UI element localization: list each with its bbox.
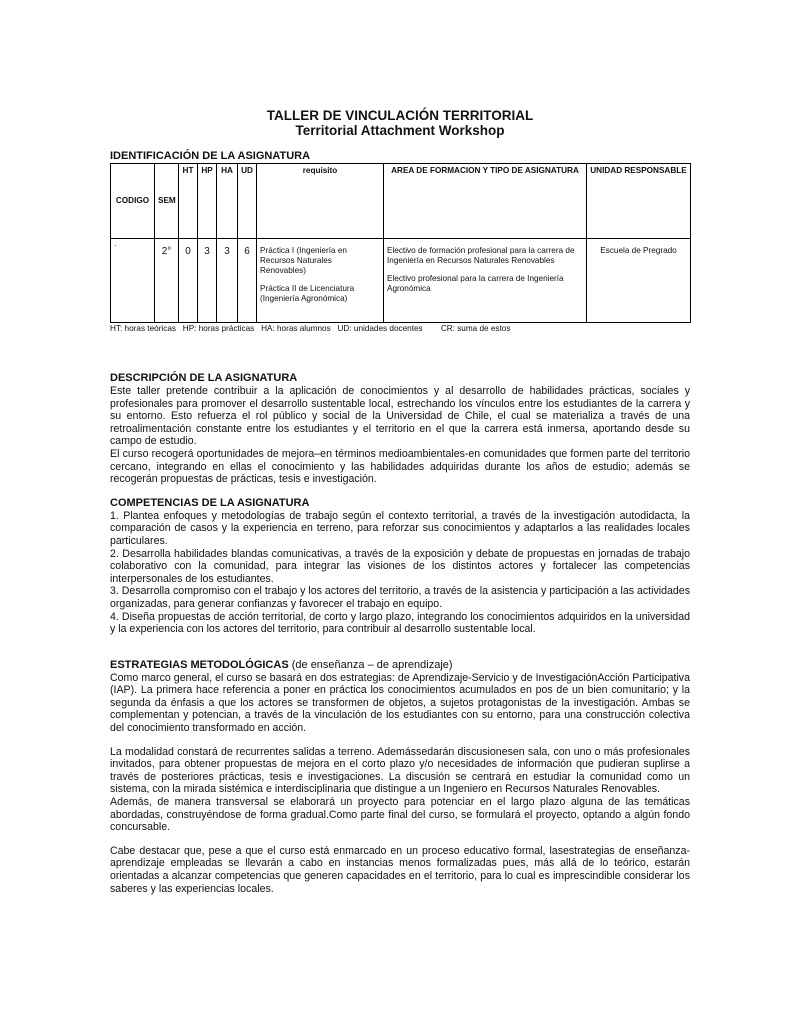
competency-item: 3. Desarrolla compromiso con el trabajo y los actores del territorio, a través de la asistencia y participación a las actividades organizadas, para generar confianzas y favorecer el trabajo en equipo. [110,585,690,610]
description-paragraph-2: El curso recogerá oportunidades de mejora–en términos medioambientales-en comunidades que formen parte del territorio cercano, integrando en ellas el conocimiento y las habilidades adquiridas durante los años de estudio; además se recogerán propuestas de prácticas, tesis e investigación. [110,447,690,486]
description-paragraph-1: Este taller pretende contribuir a la aplicación de conocimientos y al desarrollo de habilidades prácticas, sociales y profesionales para promover el desarrollo sustentable local, estrechando los vínculos entre los estudiantes de la carrera y su entorno. Esto refuerza el rol público y social de la Universidad de Chile, el cual se materializa a través de una retroalimentación constante entre los estudiantes y el territorio en el que la carrera está inmersa, aportando desde su campo de estudio. [110,385,690,448]
cell-requisito [257,239,384,323]
table-legend: HT: horas teóricas HP: horas prácticas HA: horas alumnos UD: unidades docentes CR: suma de estos [110,324,511,333]
identification-table [110,163,691,323]
table-header-row [111,164,691,239]
competency-item: 2. Desarrolla habilidades blandas comunicativas, a través de la exposición y debate de propuestas en jornadas de trabajo colaborativo con la comunidad, para integrar las visiones de los distintos actores y fortalecer las competencias interpersonales de los estudiantes. [110,547,690,585]
identification-heading: IDENTIFICACIÓN DE LA ASIGNATURA [110,150,311,162]
competencies-heading: COMPETENCIAS DE LA ASIGNATURA [110,496,310,509]
header-area: AREA DE FORMACION Y TIPO DE ASIGNATURA [384,164,587,239]
strategies-paragraph-3: Además, de manera transversal se elaborará un proyecto para potenciar en el largo plazo alguna de las temáticas abordadas, construyéndose de forma gradual.Como parte final del curso, se formulará el proyecto, optando a algún fondo concursable. [110,796,690,834]
competency-item: 4. Diseña propuestas de acción territorial, de corto y largo plazo, integrando los conocimientos adquiridos en la universidad y la experiencia con los actores del territorio, para contribuir al desarrollo sustentable local. [110,610,690,636]
cell-unidad: Escuela de Pregrado [587,239,691,323]
strategies-subtitle: (de enseñanza – de aprendizaje) [291,658,453,671]
strategies-title: ESTRATEGIAS METODOLÓGICAS [110,658,289,671]
header-codigo: CODIGO [111,164,155,239]
header-hp: HP [198,164,217,239]
strategies-paragraph-2: La modalidad constará de recurrentes salidas a terreno. Ademássedarán discusionesen sala, con uno o más profesionales invitados, para obtener propuestas de mejora en el corto plazo y/o necesidades de información que pudieran suplirse a través de posteriores prácticas, tesis e investigaciones. La discusión se centrará en estudiar la comunidad como un sistema, con la mirada sistémica e interdisciplinaria que distingue a un Ingeniero en Recursos Naturales Renovables. [110,745,690,796]
table-row [111,239,691,323]
header-unidad: UNIDAD RESPONSABLE [587,164,691,239]
strategies-paragraph-1: Como marco general, el curso se basará en dos estrategias: de Aprendizaje-Servicio y de InvestigaciónAcción Participativa (IAP). La primera hace referencia a poner en práctica los conocimientos acumulados en pos de un bien comunitario; y la segunda da énfasis a que los actores se transformen de objetos, a sujetos protagonistas de la investigación. Ambas se complementan y potencian, a través de la vinculación de los estudiantes con su entorno, para una construcción colectiva del conocimiento transformado en acción. [110,671,690,735]
description-heading: DESCRIPCIÓN DE LA ASIGNATURA [110,372,298,384]
strategies-heading [110,659,690,672]
area-1: Electivo de formación profesional para la carrera de Ingeniería en Recursos Naturales Renovables [387,246,575,265]
cell-ud: 6 [238,239,257,323]
cell-ha: 3 [217,239,238,323]
header-requisito: requisito [257,164,384,239]
competency-item: 1. Plantea enfoques y metodologías de trabajo según el contexto territorial, a través de la investigación autodidacta, la comparación de casos y la experiencia en terreno, para reforzar sus conocimientos y adaptarlos a las realidades locales particulares. [110,509,690,547]
document-page [110,0,690,895]
header-ht: HT [179,164,198,239]
cell-ht: 0 [179,239,198,323]
cell-hp: 3 [198,239,217,323]
header-sem: SEM [155,164,179,239]
area-2: Electivo profesional para la carrera de Ingeniería Agronómica [387,274,564,293]
document-title: TALLER DE VINCULACIÓN TERRITORIAL [266,108,534,123]
header-ud: UD [238,164,257,239]
header-ha: HA [217,164,238,239]
cell-sem: 2° [155,239,179,323]
document-subtitle: Territorial Attachment Workshop [295,123,505,138]
cell-codigo: · [111,239,155,323]
requisito-1: Práctica I (Ingeniería en Recursos Naturales Renovables) [260,246,347,275]
cell-area [384,239,587,323]
strategies-paragraph-4: Cabe destacar que, pese a que el curso está enmarcado en un proceso educativo formal, lasestrategias de enseñanza-aprendizaje empleadas se llevarán a cabo en instancias menos formalizadas pues, más allá de lo teórico, estarán orientadas a alcanzar competencias que generen capacidades en el territorio, para lo cual es imprescindible considerar los saberes y las experiencias locales. [110,844,690,895]
requisito-2: Práctica II de Licenciatura (Ingeniería Agronómica) [260,284,355,303]
